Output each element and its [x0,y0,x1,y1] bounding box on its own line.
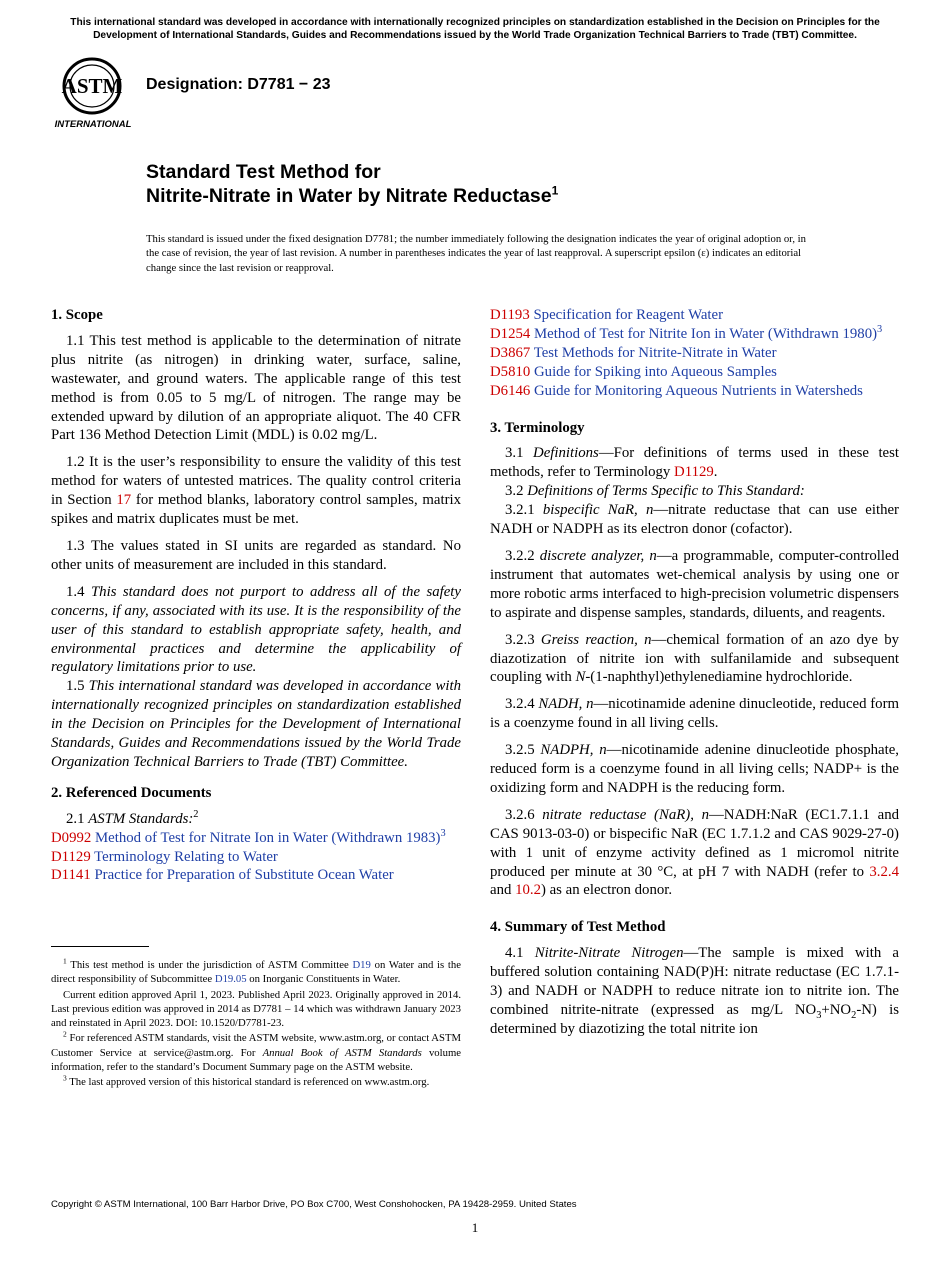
paragraph-1-2: 1.2 It is the user’s responsibility to ensure the validity of this test method for waters of untested matrices. The quality control criteria in Section 17 for method blanks, laboratory control samples, matrix spikes and matrix duplicates must be met. [51,454,462,528]
paragraph-3-2-5: 3.2.5 NADPH, n—nicotinamide adenine dinucleotide phosphate, reduced form is a coenzyme found in all living cells; NADP+ is the oxidizing form and NADPH is the reducing form. [490,742,899,796]
paragraph-1-3: 1.3 The values stated in SI units are regarded as standard. No other units of measurement are included in this standard. [51,537,461,573]
logo-subtext: INTERNATIONAL [54,119,132,130]
reference-item[interactable]: D5810 Guide for Spiking into Aqueous Samples [490,363,777,380]
footnote-3: $^3$ The last approved version of this historical standard is referenced on www.astm.org. [63,1073,430,1089]
document-title [146,160,558,208]
astm-logo-icon [52,56,134,130]
reference-item[interactable]: D1141 Practice for Preparation of Substitute Ocean Water [51,867,394,884]
copyright: Copyright © ASTM International, 100 Barr Harbor Drive, PO Box C700, West Conshohocken, PA 19428-2959. United States [51,1199,577,1210]
reference-item[interactable]: D3867 Test Methods for Nitrite-Nitrate in Water [490,344,777,361]
subcommittee-link[interactable]: D19.05 [214,973,247,986]
designation: Designation: D7781 − 23 [146,76,331,93]
section-heading-referenced-documents: 2. Referenced Documents [51,784,212,801]
reference-item[interactable]: D1193 Specification for Reagent Water [490,307,724,323]
footnote-2: $^2$ For referenced ASTM standards, visit the ASTM website, www.astm.org, or contact ASTM Customer Service at service@astm.org. For Annual Book of ASTM Standards volume information, refer to the standard’s Document Summary page on the ASTM website. [51,1029,462,1074]
astm-standards-subheading: 2.1 ASTM Standards:$^2$ [66,808,199,827]
paragraph-3-2: 3.2 Definitions of Terms Specific to This Standard: [505,483,805,500]
paragraph-3-1: 3.1 Definitions—For definitions of terms used in these test methods, refer to Terminology D1129. [490,445,899,481]
reference-item[interactable]: D6146 Guide for Monitoring Aqueous Nutrients in Watersheds [490,382,863,399]
page-number: 1 [471,1220,479,1235]
astm-logo [52,56,134,130]
title-line-2: Nitrite-Nitrate in Water by Nitrate Reductase$^1$ [146,183,559,207]
footnote-divider [51,946,149,947]
reference-item[interactable]: D1254 Method of Test for Nitrite Ion in Water (Withdrawn 1980)$^3$ [490,323,883,342]
title-footnote-marker: 1 [551,183,559,198]
paragraph-4-1: 4.1 Nitrite-Nitrate Nitrogen—The sample is mixed with a buffered solution containing NAD(P)H: nitrate reductase (EC 1.7.1-3) and NADH or NADPH to reduce nitrate ion to nitrite ion. The combined nitrite-nitrate (expressed as mg/L $NO_3+NO_2-N$) is determined by diazotizing the total nitrite ion [490,945,899,1037]
ref-3-2-4-link[interactable]: 3.2.4 [869,863,899,880]
section-heading-scope: 1. Scope [51,307,103,323]
reference-item[interactable]: D0992 Method of Test for Nitrate Ion in Water (Withdrawn 1983)$^3$ [51,827,446,846]
issue-note: This standard is issued under the fixed designation D7781; the number immediately following the designation indicates the year of original adoption or, in the case of revision, the year of last revision. A number in parentheses indicates the year of last reapproval. A superscript epsilon (ε) indicates an editorial change since the last revision or reapproval. [146,233,806,274]
committee-d19-link[interactable]: D19 [352,959,371,971]
paragraph-3-2-3: 3.2.3 Greiss reaction, n—chemical formation of an azo dye by diazotization of nitrite ion with sulfanilamide and subsequent coupling with N-(1-naphthyl)ethylenediamine hydrochloride. [490,631,899,686]
footnote-edition: Current edition approved April 1, 2023. Published April 2023. Originally approved in 2014. Last previous edition was approved in 2014 as D7781 – 14 which was withdrawn January 2023 and reinstated in April 2023. DOI: 10.1520/D7781-23. [51,988,461,1030]
footnotes [51,958,461,1091]
right-column [490,306,899,1047]
paragraph-3-2-4: 3.2.4 NADH, n—nicotinamide adenine dinucleotide, reduced form is a coenzyme found in all living cells. [490,696,900,732]
header-notice: This international standard was developed in accordance with internationally recognized principles on standardization established in the Decision on Principles for the Development of International Standards, Guides and Recommendations issued by the World Trade Organization Technical Barriers to Trade (TBT) Committee. [70,17,880,41]
paragraph-3-2-2: 3.2.2 discrete analyzer, n—a programmable, computer-controlled instrument that automates wet-chemical analysis by using one or more robotic arms interfaced to high-precision volumetric dispensers to aspirate and dispense samples, standards, diluents, and reagents. [490,547,899,621]
section-17-link[interactable]: 17 [116,492,132,509]
paragraph-1-4: 1.4 This standard does not purport to address all of the safety concerns, if any, associated with its use. It is the responsibility of the user of this standard to establish appropriate safety, health, and environmental practices and determine the applicability of regulatory limitations prior to use. [51,583,461,676]
paragraph-3-2-1: 3.2.1 bispecific NaR, n—nitrate reductase that can use either NADH or NADPH as its electron donor (cofactor). [490,502,899,538]
ref-10-2-link[interactable]: 10.2 [515,882,541,899]
section-heading-summary: 4. Summary of Test Method [490,919,666,936]
logo-text: ASTM [61,74,123,98]
paragraph-1-1: 1.1 This test method is applicable to the determination of nitrate plus nitrite (as nitrogen) in drinking water, surface, saline, wastewater, and ground waters. The applicable range of this test method is from 0.05 to 5 mg/L of nitrogen. The range may be extended upward by dilution of an appropriate aliquot. The 40 CFR Part 136 Method Detection Limit (MDL) is 0.02 mg/L. [51,332,461,444]
paragraph-1-5: 1.5 This international standard was developed in accordance with internationally recognized principles on standardization established in the Decision on Principles for the Development of International Standards, Guides and Recommendations issued by the World Trade Organization Technical Barriers to Trade (TBT) Committee. [51,678,461,770]
d1129-link[interactable]: D1129 [674,464,714,481]
reference-item[interactable]: D1129 Terminology Relating to Water [51,848,278,865]
footnote-1: $^1$ This test method is under the jurisdiction of ASTM Committee D19 on Water and is the direct responsibility of Subcommittee D19.05 on Inorganic Constituents in Water. [51,956,461,986]
paragraph-3-2-6: 3.2.6 nitrate reductase (NaR), n—NADH:NaR (EC1.7.1.1 and CAS 9013-03-0) or bispecific NaR (EC 1.7.1.2 and CAS 9029-27-0) with 1 unit of enzyme activity defined as 1 micromol nitrite produced per minute at 30 °C, at pH 7 with NADH (refer to 3.2.4 and 10.2) as an electron donor. [490,806,899,899]
title-line-1: Standard Test Method for [146,161,381,183]
section-heading-terminology: 3. Terminology [490,419,585,436]
left-column [51,306,461,885]
